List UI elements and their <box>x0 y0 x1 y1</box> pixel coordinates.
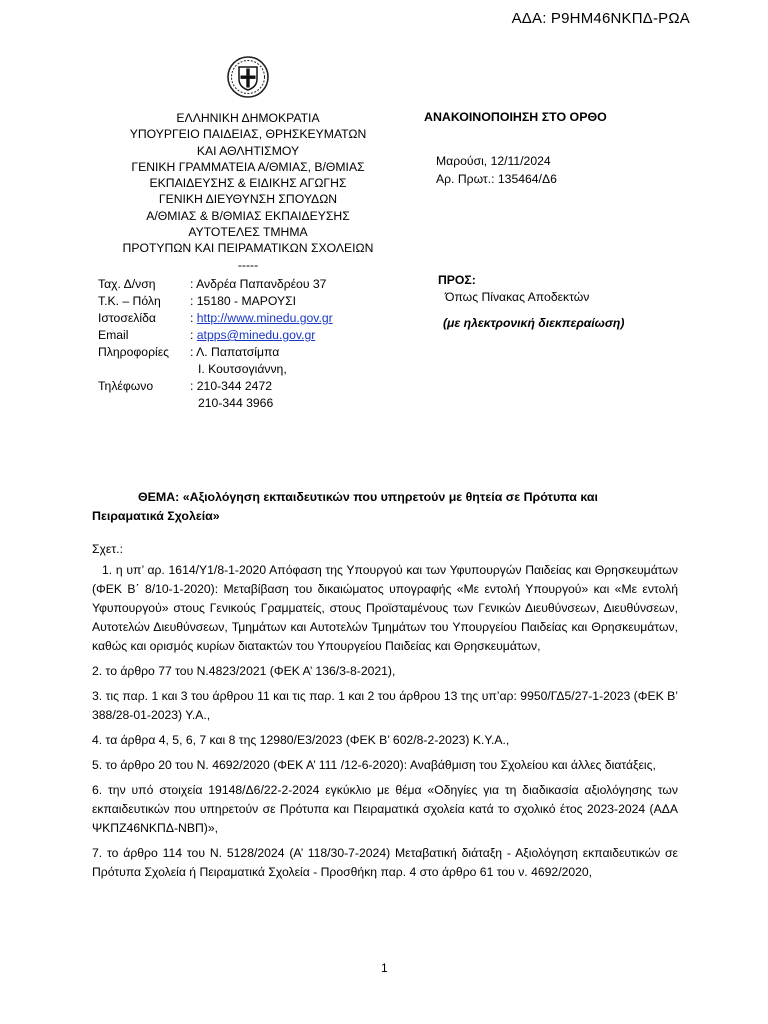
reference-item: 3. τις παρ. 1 και 3 του άρθρου 11 και τις παρ. 1 και 2 του άρθρου 13 της υπ’αρ: 9950/ΓΔ5/27-1-2023 (ΦΕΚ Β’ 388/28-01-2023) Υ.Α., <box>92 689 678 722</box>
place-date: Μαρούσι, 12/11/2024 <box>436 154 551 168</box>
issuer-line: ΓΕΝΙΚΗ ΓΡΑΜΜΑΤΕΙΑ Α/ΘΜΙΑΣ, Β/ΘΜΙΑΣ <box>131 159 365 174</box>
issuer-separator: ----- <box>237 257 259 272</box>
subject-line: ΘΕΜΑ: «Αξιολόγηση εκπαιδευτικών που υπηρετούν με θητεία σε Πρότυπα και <box>138 490 598 504</box>
email-colon: : <box>190 328 197 342</box>
phone-label: Τηλέφωνο <box>98 379 154 393</box>
recipients-block <box>438 272 624 332</box>
date-protocol-block <box>436 152 557 188</box>
info-value-2: Ι. Κουτσογιάννη, <box>198 362 287 376</box>
contact-row-website <box>98 310 333 327</box>
reference-item: 6. την υπό στοιχεία 19148/Δ6/22-2-2024 εγκύκλιο με θέμα «Οδηγίες για τη διαδικασία αξιολόγησης των εκπαιδευτικών που υπηρετούν σε Πρότυπα και Πειραματικά σχολεία κατά το σχολικό έτος 2023-2024 (ΑΔΑ ΨΚΠΖ46ΝΚΠΔ-ΝΒΠ)», <box>92 783 678 835</box>
website-link[interactable]: http://www.minedu.gov.gr <box>196 311 333 325</box>
issuer-line: ΕΛΛΗΝΙΚΗ ΔΗΜΟΚΡΑΤΙΑ <box>176 111 320 125</box>
issuer-line: ΚΑΙ ΑΘΛΗΤΙΣΜΟΥ <box>196 143 300 158</box>
contact-row-phone <box>98 378 333 395</box>
reference-item: 4. τα άρθρα 4, 5, 6, 7 και 8 της 12980/Ε3/2023 (ΦΕΚ Β’ 602/8-2-2023) Κ.Υ.Α., <box>92 733 510 747</box>
reference-item: 7. το άρθρο 114 του Ν. 5128/2024 (Α’ 118/30-7-2024) Μεταβατική διάταξη - Αξιολόγηση εκπαιδευτικών σε Πρότυπα Σχολεία ή Πειραματικά Σχολεία - Προσθήκη παρ. 4 στο άρθρο 61 του ν. 4692/2020, <box>92 846 678 879</box>
ada-code: ΑΔΑ: Ρ9ΗΜ46ΝΚΠΔ-ΡΩΑ <box>511 10 690 27</box>
subject-line: Πειραματικά Σχολεία» <box>92 509 220 523</box>
recipients-value: Όπως Πίνακας Αποδεκτών <box>445 290 590 304</box>
contact-row-phone-2 <box>98 395 333 412</box>
info-label: Πληροφορίες <box>98 345 170 359</box>
reference-item: 5. το άρθρο 20 του Ν. 4692/2020 (ΦΕΚ Α’ 111 /12-6-2020): Αναβάθμιση του Σχολείου και άλλες διατάξεις, <box>92 758 656 772</box>
reference-item: 1. η υπ’ αρ. 1614/Υ1/8-1-2020 Απόφαση της Υπουργού και των Υφυπουργών Παιδείας και Θρησκευμάτων (ΦΕΚ Β΄ 8/10-1-2020): Μεταβίβαση του δικαιώματος υπογραφής «Με εντολή Υπουργού» και «Με εντολή Υφυπουργού» στους Γενικούς Γραμματείς, στους Προϊσταμένους των Γενικών Διευθύνσεων, Διευθύνσεων, Αυτοτελών Διευθύνσεων, Τμημάτων και Αυτοτελών Τμημάτων του Υπουργείου Παιδείας και Θρησκευμάτων, καθώς και ορισμός κυρίων διατακτών του Υπουργείου Παιδείας και Θρησκευμάτων, <box>92 563 678 653</box>
contact-row-email <box>98 327 333 344</box>
page-number: 1 <box>381 961 388 975</box>
address-value: : Ανδρέα Παπανδρέου 37 <box>190 277 327 291</box>
city-value: : 15180 - ΜΑΡΟΥΣΙ <box>190 294 297 308</box>
city-label: Τ.Κ. – Πόλη <box>98 294 161 308</box>
website-label: Ιστοσελίδα <box>98 311 156 325</box>
phone-value-2: 210-344 3966 <box>198 396 274 410</box>
issuer-line: ΕΚΠΑΙΔΕΥΣΗΣ & ΕΙΔΙΚΗΣ ΑΓΩΓΗΣ <box>149 176 347 191</box>
delivery-method: (με ηλεκτρονική διεκπεραίωση) <box>443 316 625 330</box>
notice-title: ΑΝΑΚΟΙΝΟΠΟΙΗΣΗ ΣΤΟ ΟΡΘΟ <box>424 110 607 124</box>
issuer-line: ΥΠΟΥΡΓΕΙΟ ΠΑΙΔΕΙΑΣ, ΘΡΗΣΚΕΥΜΑΤΩΝ <box>129 127 367 142</box>
issuer-line: Α/ΘΜΙΑΣ & Β/ΘΜΙΑΣ ΕΚΠΑΙΔΕΥΣΗΣ <box>146 208 350 223</box>
issuer-block <box>112 110 384 273</box>
contact-row-city <box>98 293 333 310</box>
phone-value: : 210-344 2472 <box>190 379 272 393</box>
issuer-line: ΑΥΤΟΤΕΛΕΣ ΤΜΗΜΑ <box>188 225 308 240</box>
related-label: Σχετ.: <box>92 542 123 556</box>
contact-block <box>98 276 333 412</box>
greek-coat-of-arms-icon <box>226 55 270 99</box>
email-label: Email <box>98 328 129 342</box>
website-colon: : <box>190 311 197 325</box>
issuer-line: ΓΕΝΙΚΗ ΔΙΕΥΘΥΝΣΗ ΣΠΟΥΔΩΝ <box>158 192 338 207</box>
contact-row-info <box>98 344 333 361</box>
references-list <box>92 561 678 888</box>
protocol-number: Αρ. Πρωτ.: 135464/Δ6 <box>436 172 557 186</box>
recipients-label: ΠΡΟΣ: <box>438 273 476 287</box>
reference-item: 2. το άρθρο 77 του Ν.4823/2021 (ΦΕΚ Α’ 136/3-8-2021), <box>92 664 396 678</box>
info-value: : Λ. Παπατσίμπα <box>190 345 280 359</box>
contact-row-info-2 <box>98 361 333 378</box>
issuer-line: ΠΡΟΤΥΠΩΝ ΚΑΙ ΠΕΙΡΑΜΑΤΙΚΩΝ ΣΧΟΛΕΙΩΝ <box>122 241 374 256</box>
address-label: Ταχ. Δ/νση <box>98 277 156 291</box>
subject-heading <box>92 488 680 526</box>
contact-row-address <box>98 276 333 293</box>
email-link[interactable]: atpps@minedu.gov.gr <box>196 328 316 342</box>
